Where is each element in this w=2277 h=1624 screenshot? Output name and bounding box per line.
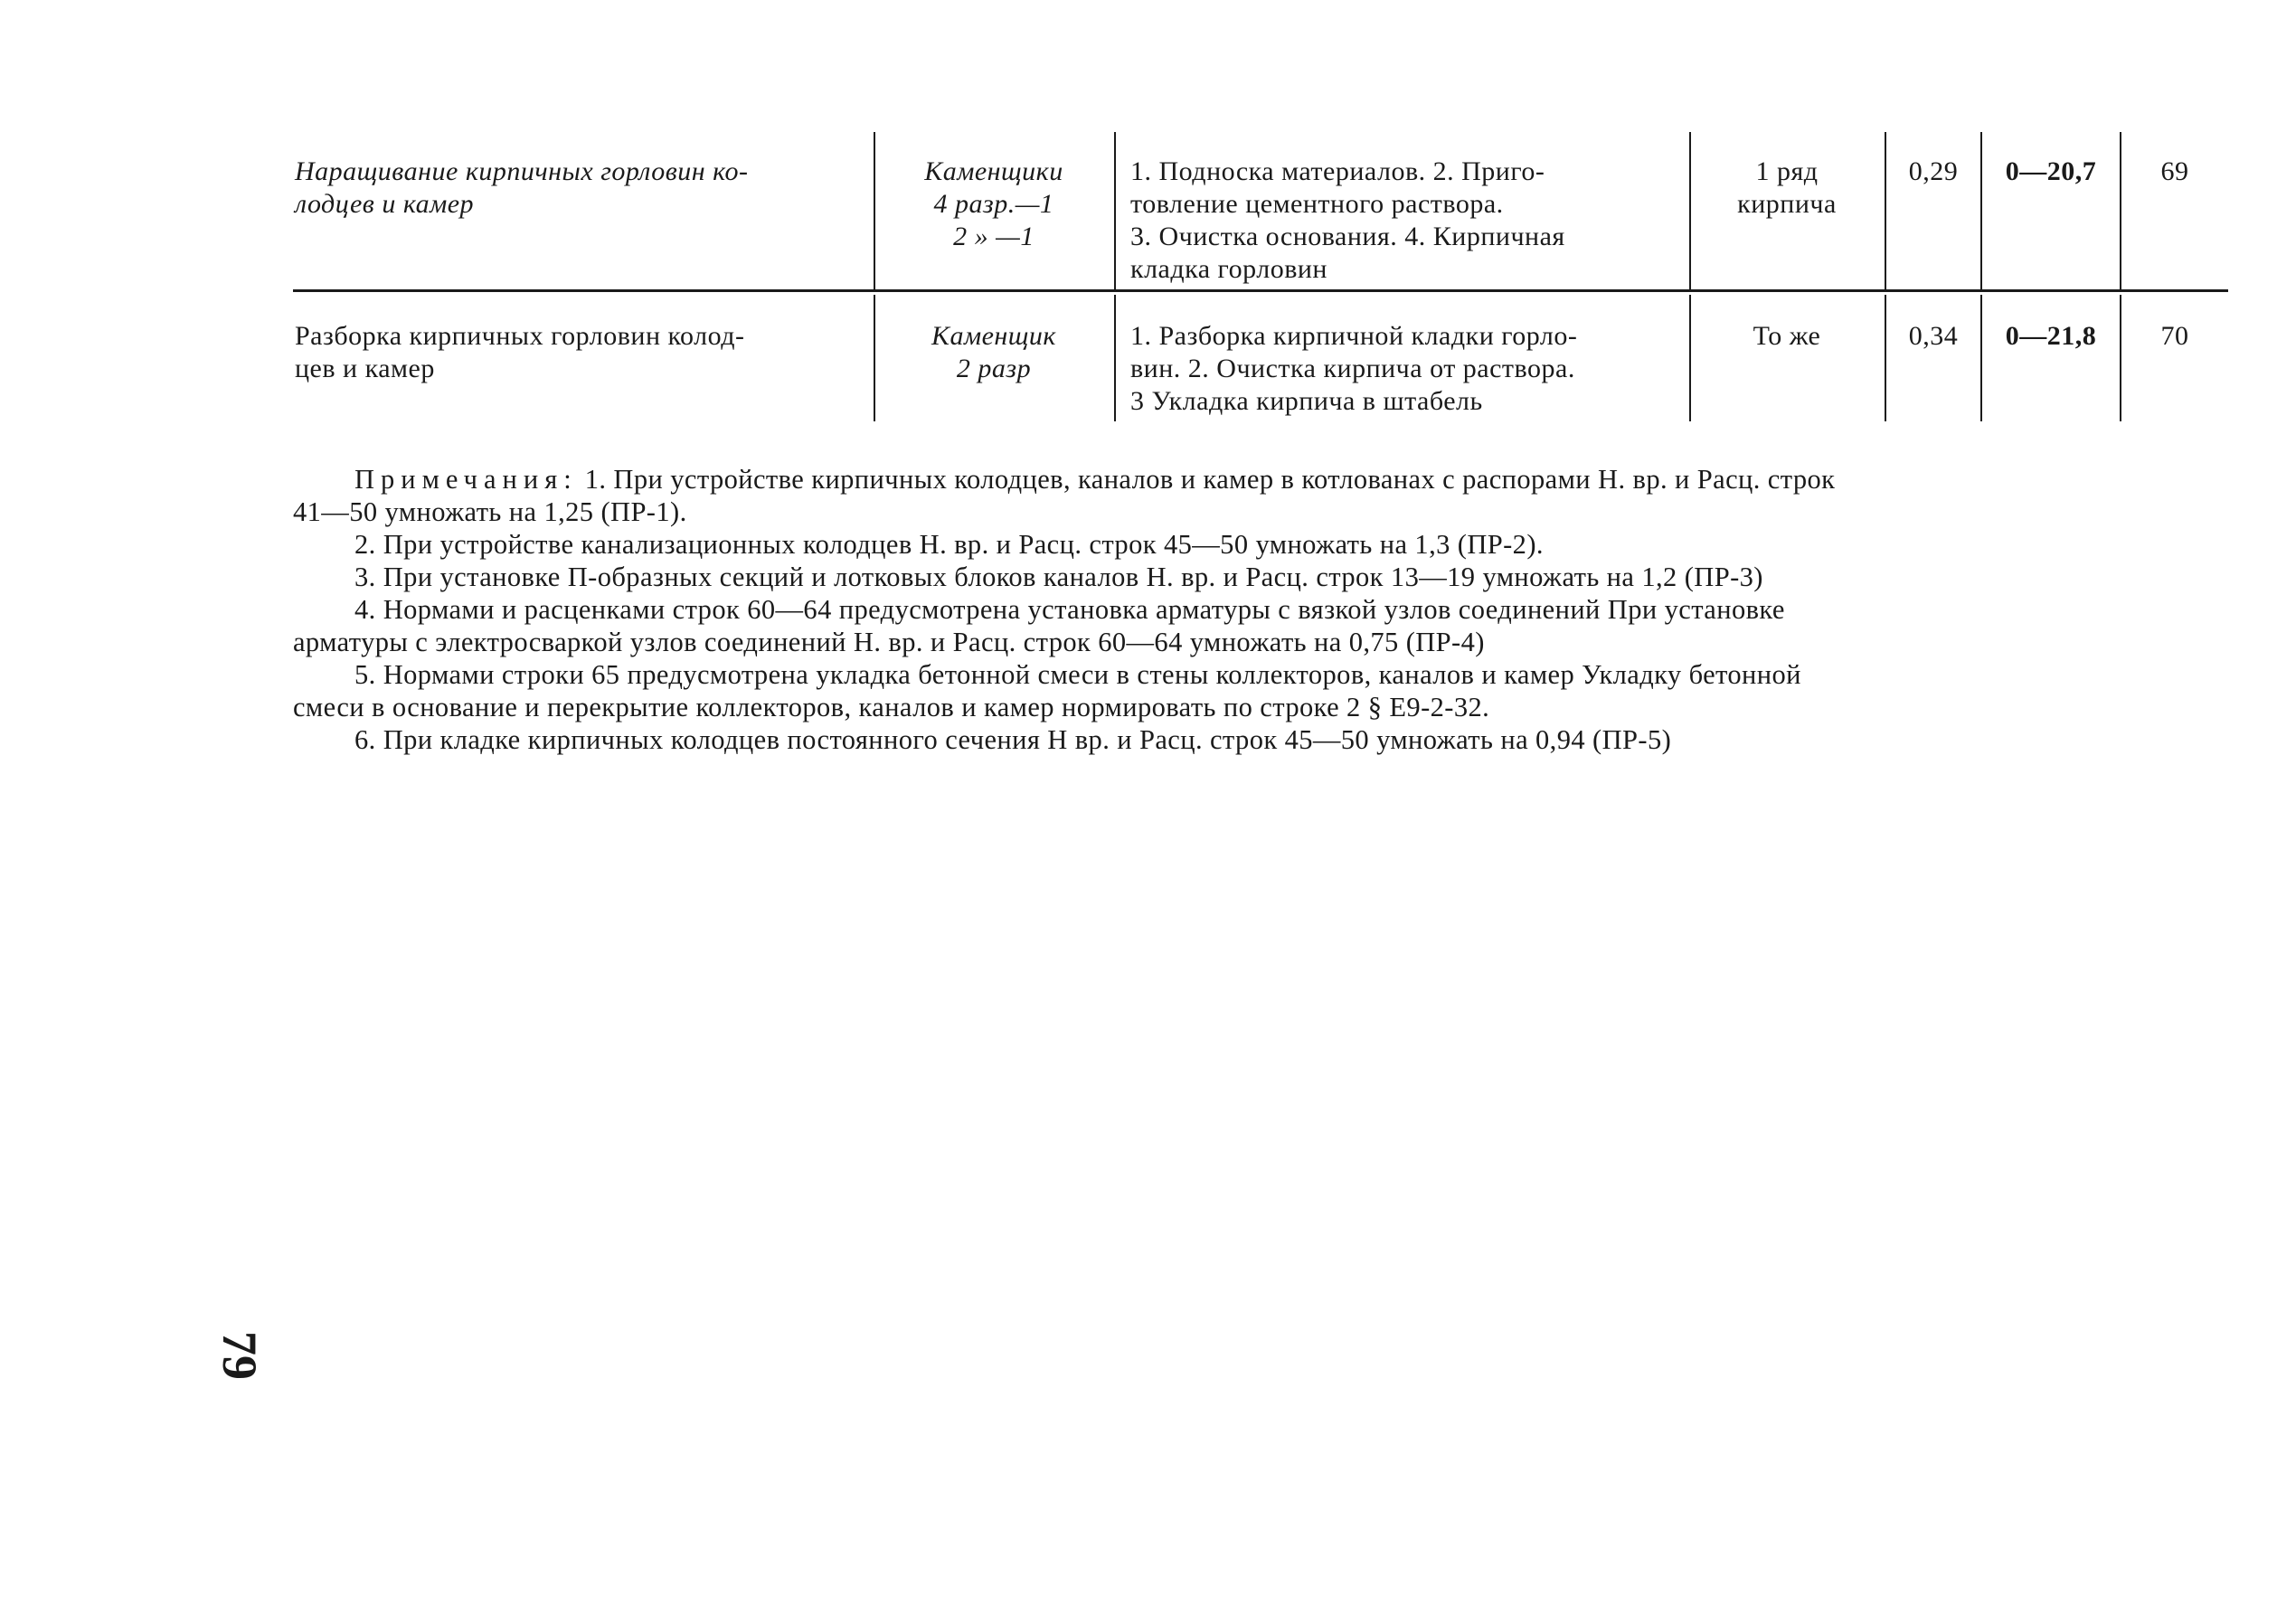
- table-row-1-rate: 0—20,7: [2005, 156, 2097, 186]
- note-6: 6. При кладке кирпичных колодцев постоянного сечения Н вр. и Расц. строк 45—50 умножать на 0,94 (ПР-5): [354, 724, 1672, 755]
- column-rule: [1980, 295, 1982, 421]
- note-4-line-2: арматуры с электросваркой узлов соединений Н. вр. и Расц. строк 60—64 умножать на 0,75 (ПР-4): [293, 627, 1485, 657]
- table-row-2-work: Разборка кирпичных горловин колод- цев и камер: [295, 321, 745, 383]
- notes-heading: Примечания:: [354, 464, 578, 495]
- table-row-2-crew: Каменщик 2 разр: [931, 321, 1056, 383]
- column-rule: [2120, 132, 2121, 289]
- column-rule: [1689, 132, 1691, 289]
- table-row-2-operations: 1. Разборка кирпичной кладки горло- вин. 2. Очистка кирпича от раствора. 3 Укладка кирпича в штабель: [1130, 321, 1578, 416]
- column-rule: [874, 132, 875, 289]
- note-1-line-1: Примечания: 1. При устройстве кирпичных колодцев, каналов и камер в котлованах с распорами Н. вр. и Расц. строк: [354, 464, 1836, 495]
- note-3: 3. При установке П-образных секций и лотковых блоков каналов Н. вр. и Расц. строк 13—19 умножать на 1,2 (ПР-3): [354, 562, 1763, 592]
- table-row-1-norm: 0,29: [1908, 156, 1959, 186]
- table-row-1-unit: 1 ряд кирпича: [1737, 156, 1837, 219]
- column-rule: [1689, 295, 1691, 421]
- table-row-1-work: Наращивание кирпичных горловин ко- лодцев и камер: [295, 156, 749, 219]
- table-row-2-rate: 0—21,8: [2005, 321, 2097, 351]
- table-row-2-unit: То же: [1753, 321, 1821, 351]
- column-rule: [1885, 295, 1886, 421]
- note-2: 2. При устройстве канализационных колодцев Н. вр. и Расц. строк 45—50 умножать на 1,3 (ПР-2).: [354, 529, 1544, 560]
- page-number: 79: [213, 1331, 267, 1380]
- table-row-1-operations: 1. Подноска материалов. 2. Приго- товление цементного раствора. 3. Очистка основания. 4. Кирпичная кладка горловин: [1130, 156, 1565, 284]
- table-row-1-crew: Каменщики 4 разр.—1 2 » —1: [924, 156, 1063, 251]
- note-4-line-1: 4. Нормами и расценками строк 60—64 предусмотрена установка арматуры с вязкой узлов соединений При установке: [354, 594, 1785, 625]
- row-separator: [293, 289, 2228, 292]
- column-rule: [2120, 295, 2121, 421]
- column-rule: [1885, 132, 1886, 289]
- column-rule: [1114, 132, 1116, 289]
- notes-section: [293, 463, 2228, 756]
- note-5-line-1: 5. Нормами строки 65 предусмотрена укладка бетонной смеси в стены коллекторов, каналов и камер Укладку бетонной: [354, 659, 1801, 690]
- table-row-2-number: 70: [2160, 321, 2189, 351]
- note-5-line-2: смеси в основание и перекрытие коллекторов, каналов и камер нормировать по строке 2 § Е9-2-32.: [293, 692, 1490, 722]
- column-rule: [1980, 132, 1982, 289]
- column-rule: [1114, 295, 1116, 421]
- table-row-2-norm: 0,34: [1908, 321, 1959, 351]
- note-1-line-2: 41—50 умножать на 1,25 (ПР-1).: [293, 496, 687, 527]
- table-row-1-number: 69: [2160, 156, 2189, 186]
- column-rule: [874, 295, 875, 421]
